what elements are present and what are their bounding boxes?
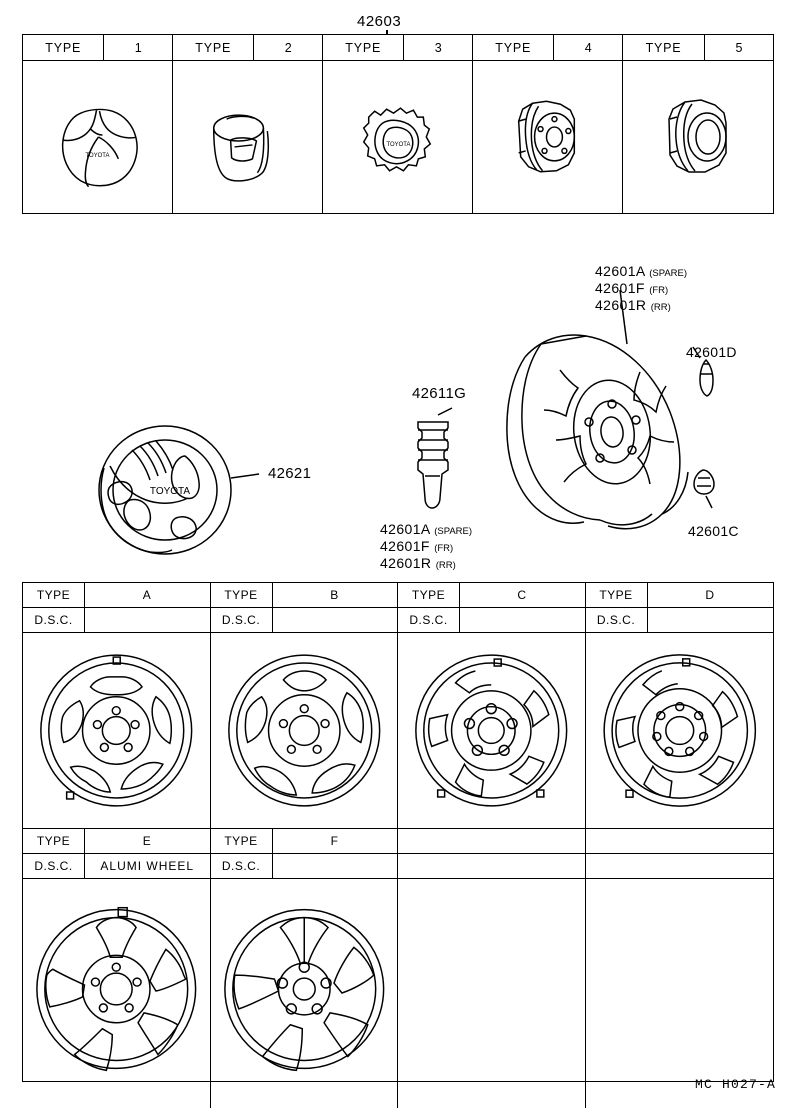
dsc-value-d [648, 608, 774, 632]
type-label-5: TYPE [623, 35, 705, 60]
type-label-4: TYPE [473, 35, 554, 60]
callout-42601c: 42601C [688, 523, 739, 539]
dsc-label-c: D.S.C. [398, 608, 460, 632]
disc-dsc-row-2 [23, 854, 773, 879]
disc-dsc-f [211, 854, 399, 878]
callout-42601a-lower-suffix: (SPARE) [434, 526, 473, 537]
disc-art-row-2 [23, 879, 773, 1108]
page-title: 42603 [357, 13, 402, 30]
type-value-a: A [142, 588, 152, 602]
dsc-value-e: ALUMI WHEEL [100, 859, 195, 873]
type-label-1: TYPE [23, 35, 104, 60]
wheel-disc-type-table [22, 582, 774, 1082]
wheel-disc-type-e-icon [23, 879, 210, 1108]
dsc-value-b [273, 608, 398, 632]
disc-art-empty-2 [586, 879, 774, 1108]
callout-42601f-upper-suffix: (FR) [649, 285, 669, 296]
disc-dsc-c [398, 608, 586, 632]
type-value-1: 1 [134, 40, 142, 55]
svg-text:TOYOTA: TOYOTA [149, 486, 191, 497]
wheel-rim-42601-icon [507, 290, 714, 529]
callout-42601r-upper: 42601R [595, 297, 647, 313]
callout-42601d: 42601D [686, 344, 737, 360]
dsc-value-a [85, 608, 210, 632]
cap-type-header-3 [323, 35, 473, 60]
hubcap-42621-icon [99, 426, 259, 554]
wheel-disc-type-a-icon [23, 633, 210, 828]
dsc-value-empty-2 [586, 854, 774, 878]
callout-42611g: 42611G [412, 385, 467, 402]
cap-type-header-5 [623, 35, 773, 60]
disc-type-header-d [586, 583, 774, 607]
disc-type-header-f [211, 829, 399, 853]
disc-art-row-1 [23, 633, 773, 829]
callout-42601a-upper: 42601A [595, 263, 645, 279]
disc-art-a [23, 633, 211, 828]
disc-type-header-row-1 [23, 583, 773, 608]
wheel-cap-type-4-cell [473, 61, 623, 213]
callout-42601r-lower: 42601R [380, 555, 432, 571]
disc-art-c [398, 633, 586, 828]
dsc-value-c [460, 608, 585, 632]
type-label-c: TYPE [398, 583, 460, 607]
callout-42601r-upper-suffix: (RR) [650, 302, 671, 313]
callout-42601f-upper: 42601F [595, 280, 645, 296]
wheel-cap-type-3-icon [323, 61, 472, 213]
callout-42601f-lower-suffix: (FR) [434, 543, 454, 554]
type-label-e: TYPE [23, 829, 85, 853]
wheel-cap-type-4-icon [473, 61, 622, 213]
disc-type-header-e [23, 829, 211, 853]
wheel-cap-type-3-cell [323, 61, 473, 213]
cap-type-header-4 [473, 35, 623, 60]
type-value-5: 5 [735, 40, 743, 55]
type-value-f: F [330, 834, 339, 848]
disc-dsc-b [211, 608, 399, 632]
type-value-empty-1 [398, 829, 585, 853]
cap-type-header-1 [23, 35, 173, 60]
callout-42601f-lower: 42601F [380, 538, 430, 554]
type-value-c: C [517, 588, 528, 602]
wheel-disc-type-c-icon [398, 633, 585, 828]
cap-type-header-row [23, 35, 773, 61]
disc-art-d [586, 633, 774, 828]
callout-42601a-upper-suffix: (SPARE) [649, 268, 688, 279]
dsc-label-a: D.S.C. [23, 608, 85, 632]
wheel-cap-type-1-icon [23, 61, 172, 213]
dsc-label-b: D.S.C. [211, 608, 273, 632]
disc-dsc-d [586, 608, 774, 632]
wheel-cap-type-2-cell [173, 61, 323, 213]
disc-dsc-row-1 [23, 608, 773, 633]
wheel-cap-type-5-icon [623, 61, 773, 213]
disc-type-header-c [398, 583, 586, 607]
wheel-cap-type-1-cell [23, 61, 173, 213]
disc-type-header-row-2 [23, 829, 773, 854]
cap-type-table [22, 34, 774, 214]
type-value-empty-2 [586, 829, 774, 853]
balance-weight-42601c-icon [694, 470, 714, 508]
callout-42621: 42621 [268, 465, 312, 482]
dsc-value-empty-1 [398, 854, 585, 878]
callout-wheel-lower [380, 522, 472, 573]
type-value-b: B [330, 588, 340, 602]
disc-art-b [211, 633, 399, 828]
wheel-disc-type-d-icon [586, 633, 774, 828]
type-label-2: TYPE [173, 35, 254, 60]
type-label-b: TYPE [211, 583, 273, 607]
wheel-disc-type-b-icon [211, 633, 398, 828]
disc-art-empty-1 [398, 879, 586, 1108]
type-label-a: TYPE [23, 583, 85, 607]
type-value-2: 2 [284, 40, 292, 55]
disc-dsc-empty-1 [398, 854, 586, 878]
disc-dsc-e [23, 854, 211, 878]
type-label-3: TYPE [323, 35, 404, 60]
dsc-label-d: D.S.C. [586, 608, 648, 632]
cap-type-header-2 [173, 35, 323, 60]
callout-42601a-lower: 42601A [380, 521, 430, 537]
disc-art-e [23, 879, 211, 1108]
type-value-4: 4 [584, 40, 592, 55]
wheel-disc-type-f-icon [211, 879, 398, 1108]
svg-text:TOYOTA: TOYOTA [386, 141, 411, 148]
footer-code: MC H027-A [694, 1077, 776, 1092]
type-value-e: E [142, 834, 152, 848]
dsc-label-e: D.S.C. [23, 854, 85, 878]
type-value-d: D [705, 588, 716, 602]
disc-type-header-a [23, 583, 211, 607]
callout-42601r-lower-suffix: (RR) [435, 560, 456, 571]
dsc-value-f [273, 854, 398, 878]
wheel-cap-type-5-cell [623, 61, 773, 213]
type-label-f: TYPE [211, 829, 273, 853]
type-label-d: TYPE [586, 583, 648, 607]
type-value-3: 3 [434, 40, 442, 55]
disc-type-header-empty-2 [586, 829, 774, 853]
disc-type-header-empty-1 [398, 829, 586, 853]
disc-art-f [211, 879, 399, 1108]
cap-type-art-row [23, 61, 773, 213]
svg-text:TOYOTA: TOYOTA [85, 152, 110, 159]
disc-dsc-a [23, 608, 211, 632]
dsc-label-f: D.S.C. [211, 854, 273, 878]
valve-42611g-icon [418, 408, 452, 508]
callout-wheel-upper [595, 264, 687, 315]
disc-dsc-empty-2 [586, 854, 774, 878]
wheel-cap-type-2-icon [173, 61, 322, 213]
disc-type-header-b [211, 583, 399, 607]
